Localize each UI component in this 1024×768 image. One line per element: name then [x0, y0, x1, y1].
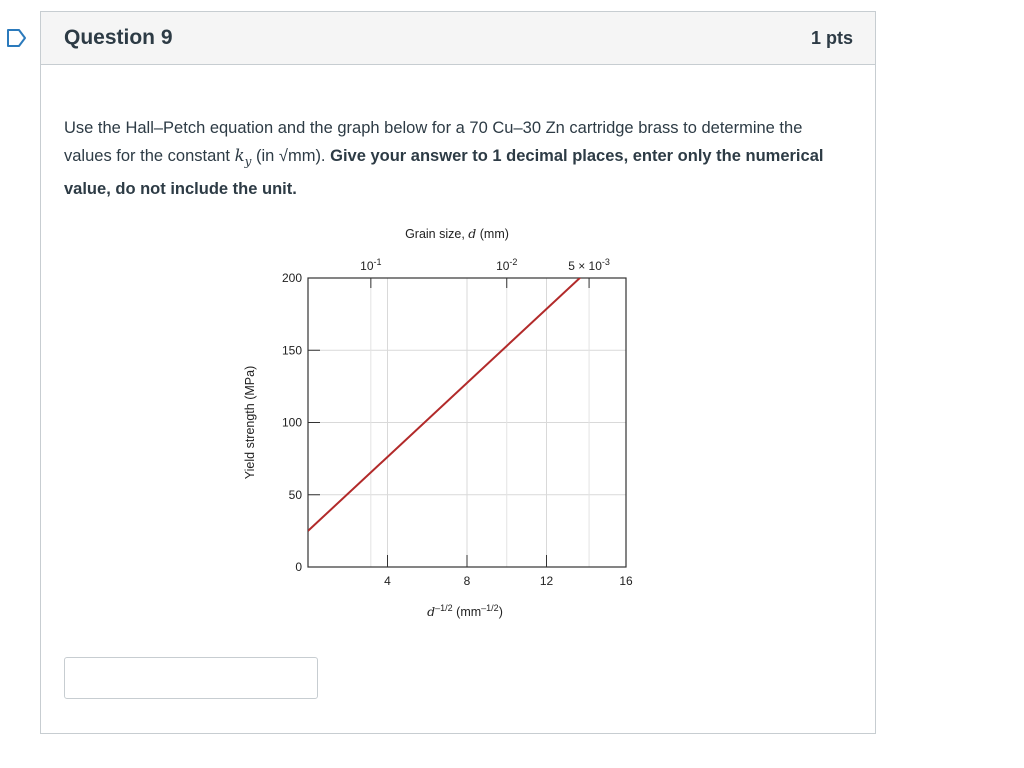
top-axis-tick-label: $10^{-2}$: [496, 257, 518, 273]
x-tick-label: 12: [539, 574, 554, 588]
y-tick-label: 0: [295, 560, 302, 574]
x-axis-label: $d^{-1/2}$ $(mm^{-1/2})$: [427, 603, 503, 619]
question-header: [41, 12, 875, 65]
y-tick-label: 100: [281, 415, 302, 430]
y-tick-label: 200: [281, 271, 302, 285]
answer-input[interactable]: [64, 657, 318, 699]
question-text-plain: Use the Hall–Petch equation and the graph below for a 70 Cu–30 Zn cartridge brass to determine the values for the constant: [64, 119, 803, 165]
constant-symbol: $k_y$: [234, 146, 252, 169]
x-tick-label: 8: [463, 574, 471, 588]
y-tick-label: 150: [281, 343, 302, 358]
question-text-bold: Give your answer to 1 decimal places, enter only the numerical value, do not include the unit.: [64, 147, 824, 199]
bookmark-flag-icon[interactable]: [6, 28, 28, 48]
top-axis-tick-label: $10^{-1}$: [360, 257, 382, 273]
x-tick-label: 4: [384, 574, 391, 588]
question-points: 1 pts: [810, 28, 853, 48]
question-card: [40, 11, 876, 734]
question-text: [64, 114, 854, 203]
y-tick-label: 50: [288, 487, 302, 502]
hall-petch-chart: [236, 212, 656, 622]
x-tick-label: 16: [619, 574, 633, 588]
question-title: Question 9: [64, 26, 173, 49]
question-text-unit: (in √mm).: [251, 147, 331, 165]
chart-title: Grain size, d (mm): [405, 226, 509, 241]
y-axis-label: Yield strength (MPa): [243, 365, 257, 480]
series-line: [308, 266, 592, 530]
top-axis-tick-label: $5 \times 10^{-3}$: [568, 257, 610, 273]
